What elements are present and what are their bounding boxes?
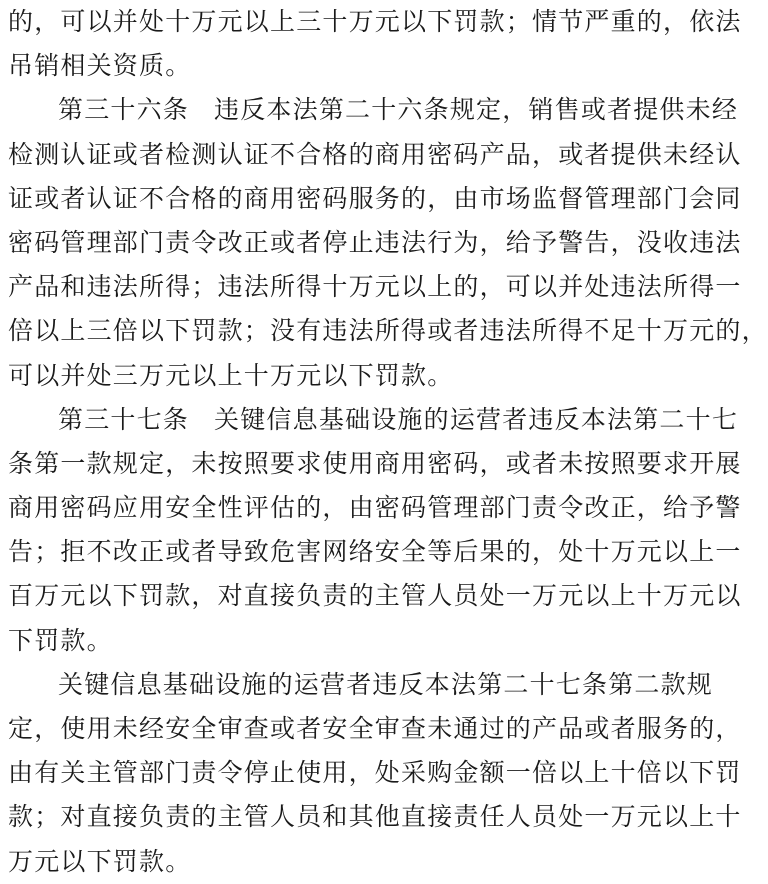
text-line: 下罚款。 — [8, 625, 113, 655]
text-line: 可以并处三万元以上十万元以下罚款。 — [8, 360, 454, 390]
text-line: 商用密码应用安全性评估的，由密码管理部门责令改正，给予警 — [8, 493, 742, 523]
document-page — [8, 0, 768, 884]
text-line: 关键信息基础设施的运营者违反本法第二十七条第二款规 — [58, 669, 714, 699]
text-line: 告；拒不改正或者导致危害网络安全等后果的，处十万元以上一 — [8, 537, 742, 567]
paragraph-continuation — [8, 0, 742, 88]
text-line — [8, 88, 739, 132]
article-number: 第三十七条 — [58, 404, 190, 434]
text-line: 定，使用未经安全审查或者安全审查未通过的产品或者服务的， — [8, 714, 742, 743]
text-line: 款；对直接负责的主管人员和其他直接责任人员处一万元以上十 — [8, 802, 742, 832]
text-line — [8, 398, 739, 442]
article-37-second-paragraph — [8, 663, 742, 884]
article-number: 第三十六条 — [58, 95, 190, 125]
article-text: 违反本法第二十六条规定，销售或者提供未经 — [214, 95, 739, 125]
text-line: 检测认证或者检测认证不合格的商用密码产品，或者提供未经认 — [8, 139, 742, 169]
text-line: 条第一款规定，未按照要求使用商用密码，或者未按照要求开展 — [8, 448, 742, 478]
text-line: 吊销相关资质。 — [8, 51, 192, 81]
text-line: 密码管理部门责令改正或者停止违法行为，给予警告，没收违法 — [8, 227, 742, 257]
text-line: 的，可以并处十万元以上三十万元以下罚款；情节严重的，依法 — [8, 7, 742, 36]
text-line: 百万元以下罚款，对直接负责的主管人员处一万元以上十万元以 — [8, 581, 742, 611]
text-line: 倍以上三倍以下罚款；没有违法所得或者违法所得不足十万元的， — [8, 316, 768, 346]
text-line: 证或者认证不合格的商用密码服务的，由市场监督管理部门会同 — [8, 183, 742, 213]
article-37-paragraph — [8, 398, 742, 663]
text-line: 万元以下罚款。 — [8, 846, 192, 876]
text-line: 由有关主管部门责令停止使用，处采购金额一倍以上十倍以下罚 — [8, 758, 742, 788]
article-36-paragraph — [8, 88, 768, 397]
article-text: 关键信息基础设施的运营者违反本法第二十七 — [214, 404, 739, 434]
text-line: 产品和违法所得；违法所得十万元以上的，可以并处违法所得一 — [8, 272, 742, 302]
